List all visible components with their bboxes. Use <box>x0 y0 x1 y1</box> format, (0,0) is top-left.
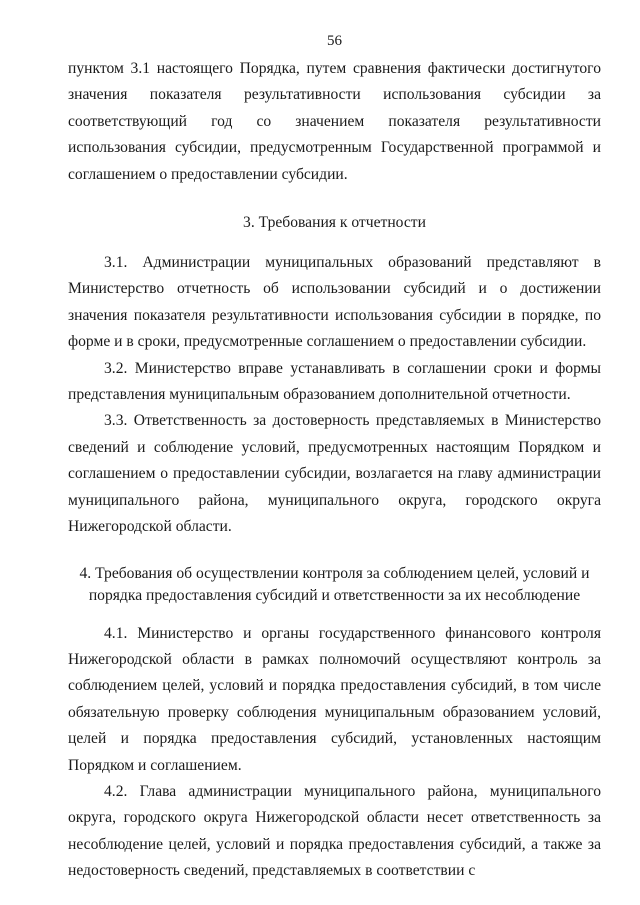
section-3-heading: 3. Требования к отчетности <box>243 214 426 232</box>
intro-paragraph: пунктом 3.1 настоящего Порядка, путем сравнения фактически достигнутого значения показателя результативности использования субсидии за соответствующий год со значением показателя результативности использования субсидии, предусмотренным Государственной программой и соглашением о предоставлении субсидии. <box>68 60 601 183</box>
paragraph-4-2: 4.2. Глава администрации муниципального района, муниципального округа, городского округа Нижегородской области несет ответственность за несоблюдение целей, условий и порядка предоставления субсидий, а также за недостоверность сведений, представляемых в соответствии с <box>68 782 601 880</box>
section-4-heading-line-1: 4. Требования об осуществлении контроля за соблюдением целей, условий и <box>79 564 590 582</box>
document-page <box>68 32 601 885</box>
paragraph-3-2: 3.2. Министерство вправе устанавливать в соглашении сроки и формы представления муниципальным образованием дополнительной отчетности. <box>68 359 601 404</box>
page-number: 56 <box>327 33 342 49</box>
paragraph-4-1: 4.1. Министерство и органы государственного финансового контроля Нижегородской области в рамках полномочий осуществляют контроль за соблюдением целей, условий и порядка предоставления субсидий, в том числе обязательную проверку соблюдения муниципальным образованием условий, целей и порядка предоставления субсидий, установленных настоящим Порядком и соглашением. <box>68 624 601 774</box>
section-4-heading-line-2: порядка предоставления субсидий и ответственности за их несоблюдение <box>88 586 581 604</box>
paragraph-3-1: 3.1. Администрации муниципальных образований представляют в Министерство отчетность об использовании субсидий и о достижении значения показателя результативности использования субсидии в порядке, по форме и в сроки, предусмотренные соглашением о предоставлении субсидии. <box>68 254 601 351</box>
section-4-heading <box>68 563 601 607</box>
paragraph-3-3: 3.3. Ответственность за достоверность представляемых в Министерство сведений и соблюдение условий, предусмотренных настоящим Порядком и соглашением о предоставлении субсидии, возлагается на главу администрации муниципального района, муниципального округа, городского округа Нижегородской области. <box>68 412 601 536</box>
